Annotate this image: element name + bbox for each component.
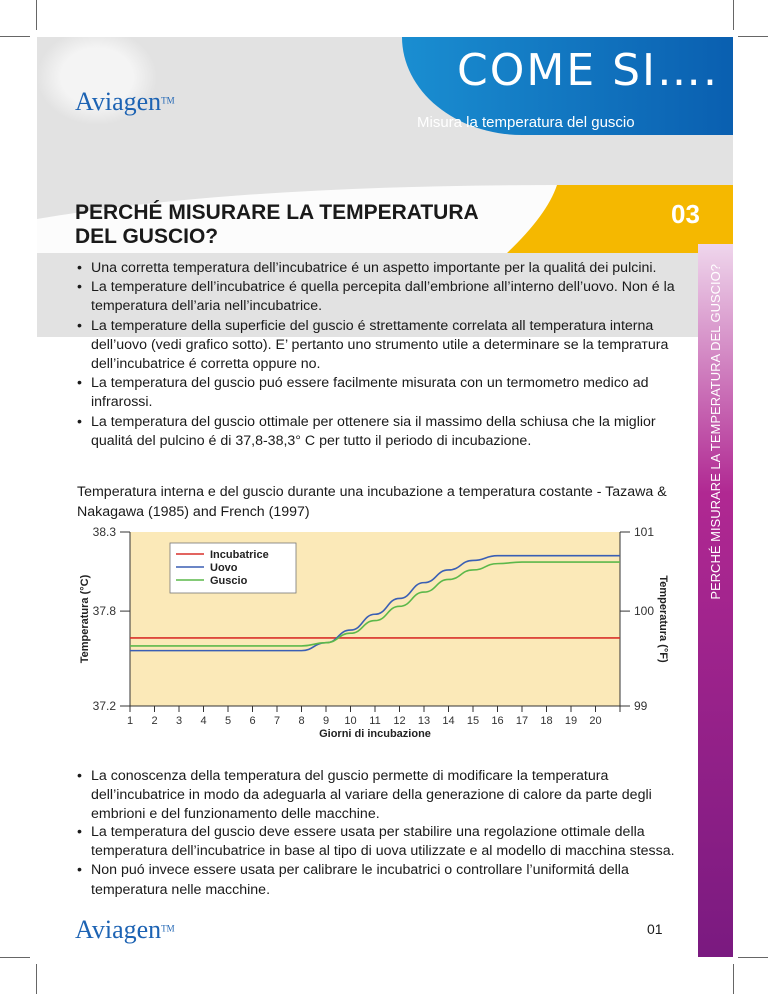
aviagen-logo-footer: Aviagen™	[75, 915, 175, 944]
banner-title: COME SI….	[457, 45, 719, 96]
x-tick-label: 7	[273, 715, 281, 727]
x-tick-label: 2	[151, 715, 158, 727]
page-title: PERCHÉ MISURARE LA TEMPERATURA DEL GUSCIO?	[75, 201, 479, 248]
list-item: • La temperature della superficie del guscio é strettamente correlata all temperatura interna dell’uovo (vedi grafico sotto). E’ pertanto uno strumento utile a determinare se la temprатura dell’incubatrice é corretta oppure no.	[77, 317, 692, 375]
legend-label: Incubatrice	[210, 549, 269, 561]
list-item: • Non puó invece essere usata per calibrare le incubatrici o controllare l’uniformitá della temperatura nelle macchine.	[77, 861, 692, 899]
x-tick-label: 18	[540, 715, 553, 727]
y-axis-label-right: Temperatura (°F)	[657, 575, 669, 663]
crop-mark	[733, 964, 734, 994]
legend-label: Guscio	[210, 575, 248, 587]
bullet-list-mid	[77, 767, 692, 825]
x-tick-label: 9	[322, 715, 330, 727]
chart-caption: Temperatura interna e del guscio durante una incubazione a temperatura costante - Tazawa & Nakagawa (1985) and French (1997)	[77, 484, 667, 520]
crop-mark	[36, 964, 37, 994]
crop-mark	[36, 0, 37, 30]
x-axis-label: Giorni di incubazione	[319, 728, 431, 740]
x-tick-label: 6	[249, 715, 256, 727]
list-item: • La temperatura del guscio deve essere usata per stabilire una regolazione ottimale della temperatura dell’incubatrice in base al tipo di uova utilizzate e al modello di macchina stessa.	[77, 823, 692, 861]
crop-mark	[738, 957, 768, 958]
y-tick-label-right: 99	[634, 699, 648, 713]
sidebar-title: PERCHÉ MISURARE LA TEMPERATURA DEL GUSCIO?	[708, 264, 723, 600]
sidebar-band	[698, 244, 733, 957]
x-tick-label: 13	[417, 715, 431, 727]
y-tick-label: 38.3	[92, 525, 116, 539]
crop-mark	[0, 36, 30, 37]
x-tick-label: 20	[589, 715, 602, 727]
crop-mark	[738, 36, 768, 37]
bullet-list-top	[77, 259, 692, 451]
list-item: • La conoscenza della temperatura del guscio permette di modificare la temperatura dell’incubatrice in modo da adeguarla al variare della generazione di calore da parte degli embrioni e del funzionamento delle macchine.	[77, 767, 692, 825]
document-page	[37, 37, 733, 957]
y-tick-label: 37.8	[92, 604, 116, 619]
x-tick-label: 12	[393, 715, 406, 727]
temperature-chart	[74, 522, 669, 754]
x-tick-label: 3	[175, 715, 183, 727]
x-tick-label: 16	[491, 715, 504, 727]
x-tick-label: 10	[344, 715, 357, 727]
y-tick-label-right: 101	[634, 525, 655, 539]
list-item: • Una corretta temperatura dell’incubatrice é un aspetto importante per la qualitá dei pulcini.	[77, 259, 692, 278]
x-tick-label: 19	[564, 715, 578, 727]
y-tick-label-right: 100	[634, 604, 655, 619]
y-axis-label: Temperatura (°C)	[79, 574, 91, 664]
x-tick-label: 11	[369, 715, 381, 727]
x-tick-label: 14	[442, 715, 455, 727]
y-tick-label: 37.2	[92, 699, 116, 713]
x-tick-label: 8	[298, 715, 305, 727]
aviagen-logo: Aviagen™	[75, 87, 175, 116]
x-tick-label: 15	[466, 715, 480, 727]
x-tick-label: 4	[200, 715, 207, 727]
x-tick-label: 1	[126, 715, 134, 727]
list-item: • La temperatura del guscio ottimale per ottenere sia il massimo della schiusa che la miglior qualitá del pulcino é di 37,8-38,3° C per tutto il periodo di incubazione.	[77, 413, 692, 451]
crop-mark	[733, 0, 734, 30]
x-tick-label: 17	[515, 715, 529, 727]
x-tick-label: 5	[224, 715, 232, 727]
list-item: • La temperatura del guscio puó essere facilmente misurata con un termometro medico ad infrarossi.	[77, 374, 692, 412]
bullet-list-bottom	[77, 823, 692, 900]
banner-subtitle: Misura la temperatura del guscio	[417, 114, 635, 131]
crop-mark	[0, 957, 30, 958]
legend-label: Uovo	[210, 562, 238, 574]
page-number: 01	[647, 921, 663, 937]
list-item: • La temperature dell’incubatrice é quella percepita dall’embrione all’interno dell’uovo. Non é la temperatura dell’aria nell’incubatrice.	[77, 278, 692, 316]
section-number: 03	[671, 199, 700, 229]
